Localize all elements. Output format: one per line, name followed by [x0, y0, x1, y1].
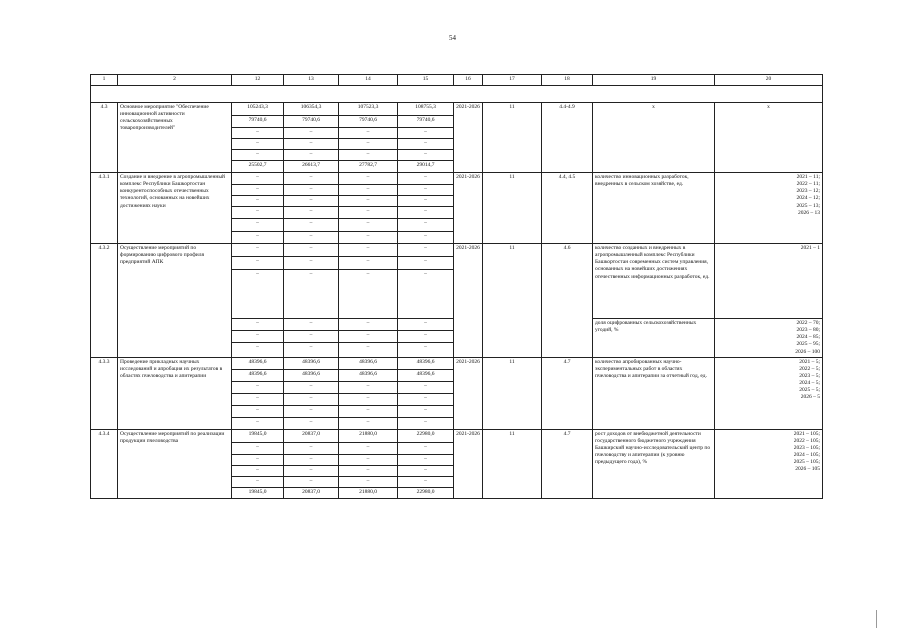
amount-cell: –	[398, 207, 454, 219]
amount-cell: –	[232, 207, 284, 219]
amount-cell: –	[232, 331, 284, 343]
amount-cell: 48396,6	[232, 357, 284, 369]
year-value: 2022 – 11;	[796, 181, 820, 188]
amount-cell: –	[284, 465, 339, 476]
amount-cell: –	[339, 244, 398, 257]
header-cell: 17	[483, 75, 542, 86]
amount-cell: –	[339, 270, 398, 319]
edge-mark	[876, 610, 877, 628]
amount-cell: –	[339, 128, 398, 139]
amount-cell: 48396,6	[398, 369, 454, 381]
year-value: 2022 – 70;	[796, 320, 820, 326]
amount-cell: –	[339, 232, 398, 244]
header-row	[91, 75, 823, 86]
amount-cell: –	[339, 381, 398, 393]
amount-cell: –	[284, 244, 339, 257]
amount-cell: –	[284, 207, 339, 219]
amount-cell: –	[232, 393, 284, 405]
amount-cell: –	[284, 476, 339, 487]
amount-cell: –	[339, 219, 398, 232]
amount-cell: –	[398, 173, 454, 185]
amount-cell: –	[339, 465, 398, 476]
header-cell: 12	[232, 75, 284, 86]
amount-cell: –	[284, 150, 339, 161]
amount-cell: 22980,0	[398, 487, 454, 498]
amount-cell: –	[339, 139, 398, 150]
col18-cell: 4.7	[542, 357, 593, 429]
item-name: Создание и внедрение в агропромышленный комплекс Республики Башкортостан конкурентоспособных отечественных технологий, основанных на новейших достижениях науки	[118, 173, 232, 244]
year-value: 2026 – 5	[800, 394, 820, 401]
amount-cell: –	[339, 405, 398, 417]
item-code: 4.3	[91, 103, 118, 173]
target-years	[715, 429, 823, 498]
header-cell: 18	[542, 75, 593, 86]
amount-cell: –	[232, 232, 284, 244]
amount-cell: –	[398, 442, 454, 454]
amount-cell: –	[284, 343, 339, 357]
year-value: 2023 – 105;	[793, 444, 820, 451]
amount-cell: –	[284, 257, 339, 270]
table-row	[91, 357, 823, 369]
amount-cell: –	[339, 393, 398, 405]
item-name: Осуществление мероприятий по реализации продукции пчеловодства	[118, 429, 232, 498]
amount-cell: –	[232, 454, 284, 465]
year-value: 2023 – 80;	[796, 327, 820, 334]
amount-cell: –	[398, 270, 454, 319]
amount-cell: –	[398, 393, 454, 405]
target-years	[715, 103, 823, 173]
amount-cell: –	[398, 319, 454, 331]
amount-cell: –	[284, 331, 339, 343]
amount-cell: –	[232, 196, 284, 207]
amount-cell: –	[284, 219, 339, 232]
amount-cell: –	[339, 185, 398, 196]
amount-cell: –	[284, 232, 339, 244]
col17-cell: 11	[483, 429, 542, 498]
amount-cell: 19845,0	[232, 487, 284, 498]
year-value: 2025 – 5;	[799, 387, 820, 394]
amount-cell: 26613,7	[284, 161, 339, 173]
year-value: 2024 – 5;	[799, 380, 820, 387]
amount-cell: –	[232, 139, 284, 150]
amount-cell: –	[339, 454, 398, 465]
table-row	[91, 173, 823, 185]
amount-cell: –	[339, 331, 398, 343]
amount-cell: –	[284, 173, 339, 185]
item-code: 4.3.4	[91, 429, 118, 498]
amount-cell: 108755,3	[398, 103, 454, 116]
amount-cell: –	[339, 417, 398, 429]
col17-cell: 11	[483, 103, 542, 173]
col18-cell: 4.4, 4.5	[542, 173, 593, 244]
header-cell: 2	[118, 75, 232, 86]
amount-cell: –	[398, 244, 454, 257]
year-value: 2021 – 1	[800, 245, 820, 251]
amount-cell: –	[284, 393, 339, 405]
amount-cell: 106354,3	[284, 103, 339, 116]
amount-cell: –	[232, 219, 284, 232]
page-number: 54	[449, 34, 456, 42]
amount-cell: –	[398, 150, 454, 161]
amount-cell: –	[232, 257, 284, 270]
amount-cell: 105243,3	[232, 103, 284, 116]
year-value: 2021 – 11;	[796, 174, 820, 180]
year-value: 2025 – 105;	[793, 459, 820, 466]
table-row	[91, 429, 823, 442]
amount-cell: –	[284, 442, 339, 454]
amount-cell: –	[398, 343, 454, 357]
item-code: 4.3.3	[91, 357, 118, 429]
amount-cell: 48396,6	[284, 369, 339, 381]
period-cell: 2021-2026	[454, 357, 483, 429]
amount-cell: –	[232, 319, 284, 331]
amount-cell: –	[232, 173, 284, 185]
year-value: 2023 – 12;	[796, 188, 820, 195]
amount-cell: 79740,6	[284, 116, 339, 128]
amount-cell: 20837,0	[284, 429, 339, 442]
year-value: 2024 – 12;	[796, 195, 820, 202]
item-name: Основное мероприятие "Обеспечение инновационной активности сельскохозяйственных товаропроизводителей"	[118, 103, 232, 173]
indicator-cell: доля оцифрованных сельскохозяйственных угодий, %	[593, 319, 715, 358]
amount-cell: 79740,6	[232, 116, 284, 128]
amount-cell: 48396,6	[339, 357, 398, 369]
amount-cell: –	[398, 454, 454, 465]
amount-cell: 48396,6	[398, 357, 454, 369]
col18-cell: 4.4-4.9	[542, 103, 593, 173]
period-cell: 2021-2026	[454, 429, 483, 498]
amount-cell: –	[232, 405, 284, 417]
col17-cell: 11	[483, 244, 542, 358]
amount-cell: 107523,3	[339, 103, 398, 116]
amount-cell: –	[398, 128, 454, 139]
amount-cell: 19845,0	[232, 429, 284, 442]
amount-cell: –	[284, 196, 339, 207]
spacer-cell	[91, 86, 823, 103]
target-years	[715, 173, 823, 244]
year-value: 2025 – 13;	[796, 202, 820, 209]
period-cell: 2021-2026	[454, 103, 483, 173]
amount-cell: 48396,6	[232, 369, 284, 381]
col18-cell: 4.7	[542, 429, 593, 498]
amount-cell: –	[232, 128, 284, 139]
year-value: 2021 – 105;	[793, 430, 820, 437]
indicator-cell: количество инновационных разработок, внедренных в сельском хозяйстве, ед.	[593, 173, 715, 244]
year-value: 2026 – 13	[798, 209, 820, 216]
amount-cell: –	[232, 343, 284, 357]
item-name: Проведение прикладных научных исследований и апробация их результатов в областях пчеловодства и апитерапии	[118, 357, 232, 429]
amount-cell: –	[232, 381, 284, 393]
header-cell: 16	[454, 75, 483, 86]
year-value: 2024 – 85;	[796, 334, 820, 341]
year-value: 2025 – 95;	[796, 341, 820, 348]
year-value: 2021 – 5;	[799, 358, 820, 365]
col17-cell: 11	[483, 173, 542, 244]
amount-cell: –	[398, 476, 454, 487]
amount-cell: –	[284, 405, 339, 417]
amount-cell: –	[232, 442, 284, 454]
year-value: 2026 – 100	[795, 348, 820, 355]
amount-cell: –	[339, 319, 398, 331]
amount-cell: 79740,6	[339, 116, 398, 128]
amount-cell: –	[398, 185, 454, 196]
amount-cell: –	[284, 185, 339, 196]
year-value: 2022 – 5;	[799, 365, 820, 372]
header-cell: 15	[398, 75, 454, 86]
indicator-cell: рост доходов от внебюджетной деятельности государственного бюджетного учреждения Башкирский научно-исследовательский центр по пчеловодству и апитерапии (к уровню предыдущего года), %	[593, 429, 715, 498]
amount-cell: –	[284, 454, 339, 465]
amount-cell: –	[398, 257, 454, 270]
amount-cell: 21880,0	[339, 487, 398, 498]
target-years	[715, 357, 823, 429]
amount-cell: –	[398, 331, 454, 343]
header-cell: 1	[91, 75, 118, 86]
amount-cell: –	[284, 319, 339, 331]
amount-cell: 20837,0	[284, 487, 339, 498]
amount-cell: –	[284, 139, 339, 150]
col18-cell: 4.6	[542, 244, 593, 358]
amount-cell: –	[398, 232, 454, 244]
amount-cell: –	[284, 381, 339, 393]
amount-cell: –	[398, 196, 454, 207]
amount-cell: –	[284, 128, 339, 139]
col17-cell: 11	[483, 357, 542, 429]
amount-cell: 25502,7	[232, 161, 284, 173]
amount-cell: –	[339, 442, 398, 454]
amount-cell: –	[284, 417, 339, 429]
amount-cell: –	[339, 196, 398, 207]
amount-cell: –	[339, 257, 398, 270]
table-row	[91, 103, 823, 116]
amount-cell: 79740,6	[398, 116, 454, 128]
indicator-cell: х	[593, 103, 715, 173]
amount-cell: –	[398, 219, 454, 232]
amount-cell: 22980,0	[398, 429, 454, 442]
year-value: 2022 – 105;	[793, 437, 820, 444]
amount-cell: –	[339, 173, 398, 185]
year-value: х	[767, 104, 770, 110]
indicator-cell: количество созданных и внедренных в агропромышленный комплекс Республики Башкортостан современных систем управления, основанных на новейших достижениях отечественных информационных разработок, ед.	[593, 244, 715, 319]
program-table	[90, 74, 823, 499]
item-code: 4.3.1	[91, 173, 118, 244]
amount-cell: –	[232, 244, 284, 257]
amount-cell: 27782,7	[339, 161, 398, 173]
indicator-cell: количество апробированных научно-экспериментальных работ в областях пчеловодства и апитерапии за отчетный год, ед.	[593, 357, 715, 429]
amount-cell: –	[339, 207, 398, 219]
amount-cell: 21880,0	[339, 429, 398, 442]
target-years	[715, 244, 823, 319]
amount-cell: –	[339, 476, 398, 487]
period-cell: 2021-2026	[454, 244, 483, 358]
amount-cell: –	[232, 150, 284, 161]
amount-cell: –	[398, 465, 454, 476]
header-cell: 13	[284, 75, 339, 86]
amount-cell: –	[284, 270, 339, 319]
amount-cell: 48396,6	[339, 369, 398, 381]
amount-cell: –	[232, 465, 284, 476]
amount-cell: –	[398, 417, 454, 429]
amount-cell: –	[232, 476, 284, 487]
amount-cell: –	[339, 150, 398, 161]
amount-cell: –	[398, 405, 454, 417]
year-value: 2024 – 105;	[793, 452, 820, 459]
table-row	[91, 244, 823, 257]
year-value: 2026 – 105	[795, 466, 820, 473]
amount-cell: –	[339, 343, 398, 357]
header-cell: 14	[339, 75, 398, 86]
amount-cell: 29014,7	[398, 161, 454, 173]
target-years	[715, 319, 823, 358]
amount-cell: –	[398, 139, 454, 150]
period-cell: 2021-2026	[454, 173, 483, 244]
year-value: 2023 – 5;	[799, 372, 820, 379]
item-code: 4.3.2	[91, 244, 118, 358]
amount-cell: –	[398, 381, 454, 393]
amount-cell: –	[232, 185, 284, 196]
header-cell: 19	[593, 75, 715, 86]
item-name: Осуществление мероприятий по формированию цифрового профиля предприятий АПК	[118, 244, 232, 358]
amount-cell: –	[232, 270, 284, 319]
amount-cell: 48396,6	[284, 357, 339, 369]
amount-cell: –	[232, 417, 284, 429]
header-cell: 20	[715, 75, 823, 86]
